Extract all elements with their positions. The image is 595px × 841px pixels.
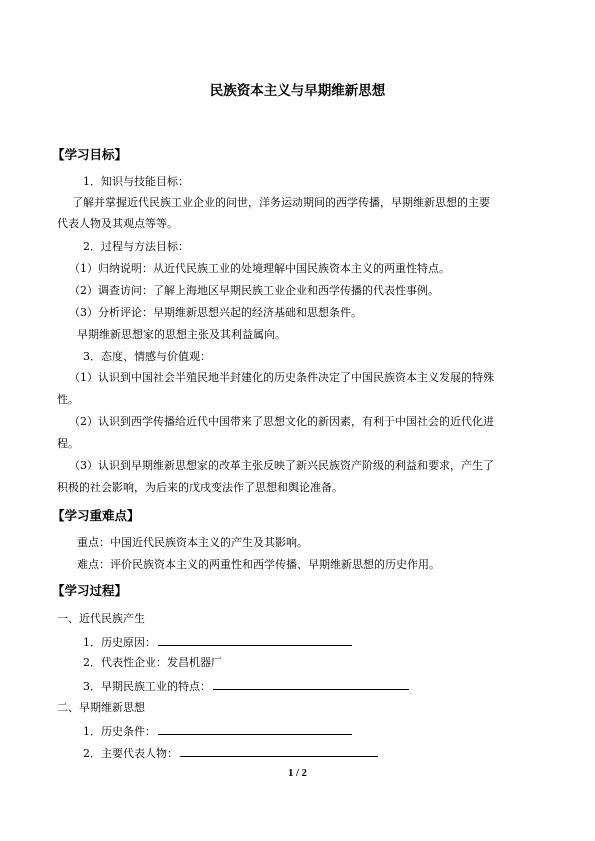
knowledge-text-line-2: 代表人物及其观点等等。 <box>57 217 178 230</box>
attitude-item-3-line-1: （3）认识到早期维新思想家的改革主张反映了新兴民族资产阶级的利益和要求，产生了 <box>69 459 494 472</box>
key-point: 重点：中国近代民族资本主义的产生及其影响。 <box>77 536 308 549</box>
attitude-item-2-line-1: （2）认识到西学传播给近代中国带来了思想文化的新因素，有利于中国社会的近代化进 <box>69 415 494 428</box>
section-2-item-1 <box>83 723 352 739</box>
process-item-4: 早期维新思想家的思想主张及其利益属向。 <box>77 328 286 341</box>
attitude-item-1-line-1: （1）认识到中国社会半殖民地半封建化的历史条件决定了中国民族资本主义发展的特殊 <box>69 371 494 384</box>
page-title: 民族资本主义与早期维新思想 <box>209 83 386 99</box>
knowledge-text-line-1: 了解并掌握近代民族工业企业的问世，洋务运动期间的西学传播，早期维新思想的主要 <box>72 196 490 209</box>
process-heading: 【学习过程】 <box>52 583 128 598</box>
section-1-item-1 <box>83 634 352 650</box>
knowledge-label: 1．知识与技能目标： <box>83 175 189 188</box>
section-1-title: 一、近代民族产生 <box>57 612 145 625</box>
section-2-item-1-label: 1．历史条件： <box>83 725 156 738</box>
attitude-label: 3．态度、情感与价值观： <box>83 350 211 363</box>
attitude-item-2-line-2: 程。 <box>57 437 79 450</box>
section-1-item-1-label: 1．历史原因： <box>83 636 156 649</box>
answer-blank[interactable] <box>158 634 352 646</box>
section-1-item-3 <box>83 678 409 694</box>
key-points-heading: 【学习重难点】 <box>52 508 140 523</box>
section-2-item-2-label: 2．主要代表人物： <box>83 747 178 760</box>
answer-blank[interactable] <box>158 723 352 735</box>
section-1-item-2: 2．代表性企业：发昌机器厂 <box>83 656 222 669</box>
answer-blank[interactable] <box>180 745 378 757</box>
process-item-3: （3）分析评论：早期维新思想兴起的经济基础和思想条件。 <box>69 306 362 319</box>
attitude-item-3-line-2: 积极的社会影响，为后来的戊戌变法作了思想和舆论准备。 <box>57 481 343 494</box>
section-2-item-2 <box>83 745 378 761</box>
attitude-item-1-line-2: 性。 <box>57 393 79 406</box>
process-label: 2．过程与方法目标： <box>83 240 189 253</box>
process-item-1: （1）归纳说明：从近代民族工业的处境理解中国民族资本主义的两重性特点。 <box>69 262 450 275</box>
page-number: 1 / 2 <box>288 768 307 779</box>
section-2-title: 二、早期维新思想 <box>57 701 145 714</box>
objectives-heading: 【学习目标】 <box>52 147 128 162</box>
difficult-point: 难点：评价民族资本主义的两重性和西学传播、早期维新思想的历史作用。 <box>77 558 440 571</box>
process-item-2: （2）调查访问：了解上海地区早期民族工业企业和西学传播的代表性事例。 <box>69 284 439 297</box>
section-1-item-3-label: 3．早期民族工业的特点： <box>83 680 211 693</box>
answer-blank[interactable] <box>213 678 409 690</box>
